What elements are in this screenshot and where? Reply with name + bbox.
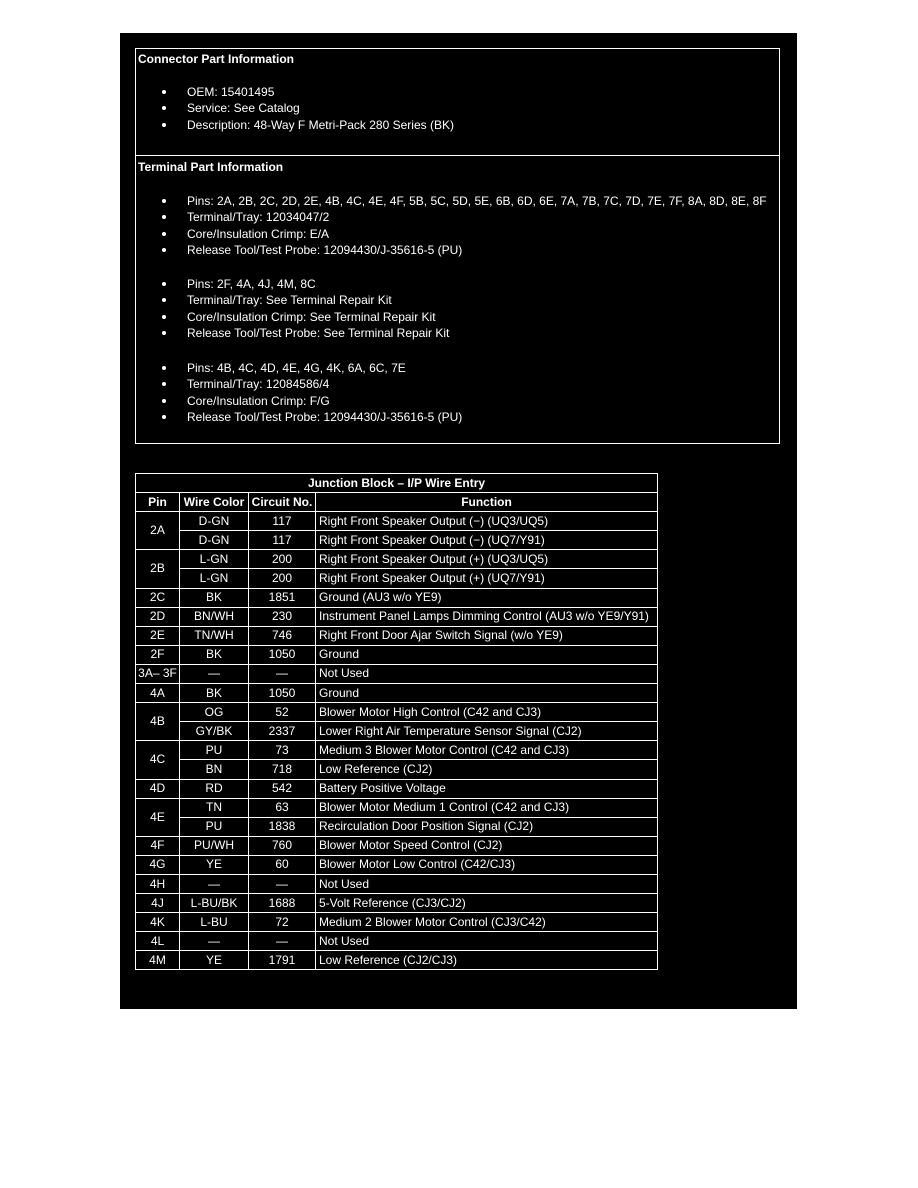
wire-color-cell: BK (180, 684, 249, 703)
list-item-text: Core/Insulation Crimp: F/G (187, 393, 330, 408)
function-cell: Blower Motor Low Control (C42/CJ3) (316, 855, 658, 874)
circuit-no-cell: 117 (249, 512, 316, 531)
header-circuit-no: Circuit No. (249, 493, 316, 512)
header-pin: Pin (136, 493, 180, 512)
function-cell: Medium 3 Blower Motor Control (C42 and CJ3) (316, 741, 658, 760)
list-item-text: Pins: 2A, 2B, 2C, 2D, 2E, 4B, 4C, 4E, 4F, 5B, 5C, 5D, 5E, 6B, 6D, 6E, 7A, 7B, 7C, 7D, 7E, 7F, 8A, 8D, 8E, 8F (187, 194, 767, 208)
function-cell: Not Used (316, 874, 658, 893)
list-item (136, 393, 779, 409)
table-row (136, 798, 658, 817)
pin-cell: 4M (136, 951, 180, 970)
table-row (136, 664, 658, 683)
bullet-icon (162, 248, 166, 252)
list-item (136, 84, 779, 100)
bullet-icon (162, 106, 166, 110)
table-row (136, 588, 658, 607)
pin-cell: 4L (136, 932, 180, 951)
wire-color-cell: D-GN (180, 512, 249, 531)
circuit-no-cell: 760 (249, 836, 316, 855)
list-item-text: Terminal/Tray: 12084586/4 (187, 377, 330, 392)
pin-cell: 2F (136, 645, 180, 664)
wire-color-cell: BN/WH (180, 607, 249, 626)
wire-color-cell: L-GN (180, 550, 249, 569)
wire-color-cell: RD (180, 779, 249, 798)
table-row (136, 855, 658, 874)
header-function: Function (316, 493, 658, 512)
wire-color-cell: — (180, 932, 249, 951)
table-row (136, 550, 658, 569)
bullet-icon (162, 90, 166, 94)
bullet-icon (162, 199, 166, 203)
wire-color-cell: PU (180, 817, 249, 836)
circuit-no-cell: 73 (249, 741, 316, 760)
wire-color-cell: TN/WH (180, 626, 249, 645)
pin-cell: 4C (136, 741, 180, 779)
list-item-text: Core/Insulation Crimp: E/A (187, 226, 330, 241)
wire-color-cell: YE (180, 855, 249, 874)
circuit-no-cell: 200 (249, 569, 316, 588)
circuit-no-cell: 746 (249, 626, 316, 645)
list-item (136, 226, 779, 242)
table-body (136, 512, 658, 970)
list-item (136, 360, 779, 376)
bullet-icon (162, 382, 166, 386)
function-cell: Low Reference (CJ2) (316, 760, 658, 779)
table-row (136, 607, 658, 626)
function-cell: Right Front Speaker Output (−) (UQ3/UQ5) (316, 512, 658, 531)
circuit-no-cell: 542 (249, 779, 316, 798)
circuit-no-cell: 230 (249, 607, 316, 626)
table-row (136, 932, 658, 951)
list-item-text: OEM: 15401495 (187, 85, 275, 99)
table-row (136, 512, 658, 531)
wire-color-cell: L-GN (180, 569, 249, 588)
bullet-icon (162, 123, 166, 127)
pin-cell: 4J (136, 894, 180, 913)
circuit-no-cell: 52 (249, 703, 316, 722)
function-cell: Ground (316, 684, 658, 703)
table-row (136, 684, 658, 703)
pin-cell: 3A– 3F (136, 664, 180, 683)
function-cell: Recirculation Door Position Signal (CJ2) (316, 817, 658, 836)
wire-color-cell: L-BU/BK (180, 894, 249, 913)
terminal-part-info (135, 155, 780, 444)
wire-color-cell: — (180, 664, 249, 683)
function-cell: Blower Motor Speed Control (CJ2) (316, 836, 658, 855)
circuit-no-cell: 1791 (249, 951, 316, 970)
function-cell: Instrument Panel Lamps Dimming Control (AU3 w/o YE9/Y91) (316, 607, 658, 626)
junction-block-table (135, 473, 658, 970)
list-item-text: Service: See Catalog (187, 101, 300, 116)
function-cell: Right Front Speaker Output (+) (UQ3/UQ5) (316, 550, 658, 569)
circuit-no-cell: 1050 (249, 684, 316, 703)
circuit-no-cell: 1838 (249, 817, 316, 836)
bullet-icon (162, 415, 166, 419)
circuit-no-cell: 63 (249, 798, 316, 817)
connector-part-info (135, 48, 780, 156)
list-item (136, 193, 779, 209)
table-row (136, 760, 658, 779)
function-cell: Ground (AU3 w/o YE9) (316, 588, 658, 607)
list-item (136, 276, 779, 292)
pin-cell: 4H (136, 874, 180, 893)
list-item-text: Terminal/Tray: See Terminal Repair Kit (187, 293, 392, 308)
table-row (136, 779, 658, 798)
list-item (136, 117, 779, 133)
table-row (136, 741, 658, 760)
list-item-text: Terminal/Tray: 12034047/2 (187, 210, 330, 225)
table-title: Junction Block – I/P Wire Entry (136, 474, 658, 493)
list-item (136, 409, 779, 425)
table-row (136, 569, 658, 588)
circuit-no-cell: 1851 (249, 588, 316, 607)
bullet-icon (162, 399, 166, 403)
list-item-text: Release Tool/Test Probe: 12094430/J-35616-5 (PU) (187, 243, 463, 258)
circuit-no-cell: — (249, 874, 316, 893)
wire-color-cell: TN (180, 798, 249, 817)
wire-color-cell: BK (180, 588, 249, 607)
circuit-no-cell: 2337 (249, 722, 316, 741)
bullet-icon (162, 215, 166, 219)
pin-cell: 4A (136, 684, 180, 703)
list-item-text: Pins: 2F, 4A, 4J, 4M, 8C (187, 277, 316, 291)
circuit-no-cell: — (249, 664, 316, 683)
wire-color-cell: BK (180, 645, 249, 664)
function-cell: Blower Motor Medium 1 Control (C42 and CJ3) (316, 798, 658, 817)
pin-cell: 2C (136, 588, 180, 607)
function-cell: Ground (316, 645, 658, 664)
list-item-text: Description: 48-Way F Metri-Pack 280 Series (BK) (187, 117, 454, 132)
circuit-no-cell: 1050 (249, 645, 316, 664)
terminal-group (136, 276, 779, 342)
list-item (136, 242, 779, 258)
wire-color-cell: OG (180, 703, 249, 722)
pin-cell: 2A (136, 512, 180, 550)
table-row (136, 626, 658, 645)
pin-cell: 4D (136, 779, 180, 798)
pin-cell: 4G (136, 855, 180, 874)
header-wire-color: Wire Color (180, 493, 249, 512)
circuit-no-cell: 200 (249, 550, 316, 569)
pin-cell: 2E (136, 626, 180, 645)
circuit-no-cell: 1688 (249, 894, 316, 913)
table-row (136, 703, 658, 722)
table-row (136, 645, 658, 664)
circuit-no-cell: 72 (249, 913, 316, 932)
bullet-icon (162, 315, 166, 319)
function-cell: Low Reference (CJ2/CJ3) (316, 951, 658, 970)
pin-cell: 2B (136, 550, 180, 588)
pin-cell: 4K (136, 913, 180, 932)
table-row (136, 874, 658, 893)
pin-cell: 4E (136, 798, 180, 836)
list-item (136, 292, 779, 308)
table-row (136, 836, 658, 855)
function-cell: Right Front Door Ajar Switch Signal (w/o YE9) (316, 626, 658, 645)
bullet-icon (162, 282, 166, 286)
table-row (136, 722, 658, 741)
pin-cell: 2D (136, 607, 180, 626)
bullet-icon (162, 366, 166, 370)
terminal-group (136, 360, 779, 426)
function-cell: 5-Volt Reference (CJ3/CJ2) (316, 894, 658, 913)
table-row (136, 913, 658, 932)
wire-color-cell: BN (180, 760, 249, 779)
wire-color-cell: PU (180, 741, 249, 760)
function-cell: Right Front Speaker Output (+) (UQ7/Y91) (316, 569, 658, 588)
function-cell: Not Used (316, 664, 658, 683)
wire-color-cell: YE (180, 951, 249, 970)
list-item-text: Pins: 4B, 4C, 4D, 4E, 4G, 4K, 6A, 6C, 7E (187, 361, 406, 375)
function-cell: Lower Right Air Temperature Sensor Signal (CJ2) (316, 722, 658, 741)
table-row (136, 531, 658, 550)
list-item (136, 309, 779, 325)
wire-color-cell: GY/BK (180, 722, 249, 741)
bullet-icon (162, 298, 166, 302)
wire-color-cell: L-BU (180, 913, 249, 932)
function-cell: Medium 2 Blower Motor Control (CJ3/C42) (316, 913, 658, 932)
list-item-text: Release Tool/Test Probe: 12094430/J-35616-5 (PU) (187, 410, 463, 425)
list-item (136, 325, 779, 341)
circuit-no-cell: — (249, 932, 316, 951)
table-row (136, 951, 658, 970)
terminal-title: Terminal Part Information (138, 160, 284, 174)
list-item (136, 376, 779, 392)
table-row (136, 817, 658, 836)
function-cell: Right Front Speaker Output (−) (UQ7/Y91) (316, 531, 658, 550)
wire-color-cell: D-GN (180, 531, 249, 550)
pin-cell: 4F (136, 836, 180, 855)
list-item-text: Release Tool/Test Probe: See Terminal Repair Kit (187, 326, 450, 341)
table-row (136, 894, 658, 913)
connector-title: Connector Part Information (138, 52, 295, 66)
circuit-no-cell: 117 (249, 531, 316, 550)
pin-cell: 4B (136, 703, 180, 741)
terminal-group (136, 193, 779, 259)
wire-color-cell: — (180, 874, 249, 893)
circuit-no-cell: 718 (249, 760, 316, 779)
function-cell: Not Used (316, 932, 658, 951)
circuit-no-cell: 60 (249, 855, 316, 874)
list-item (136, 100, 779, 116)
connector-list (136, 84, 779, 133)
wire-color-cell: PU/WH (180, 836, 249, 855)
list-item-text: Core/Insulation Crimp: See Terminal Repair Kit (187, 309, 436, 324)
bullet-icon (162, 232, 166, 236)
function-cell: Battery Positive Voltage (316, 779, 658, 798)
list-item (136, 209, 779, 225)
function-cell: Blower Motor High Control (C42 and CJ3) (316, 703, 658, 722)
bullet-icon (162, 331, 166, 335)
